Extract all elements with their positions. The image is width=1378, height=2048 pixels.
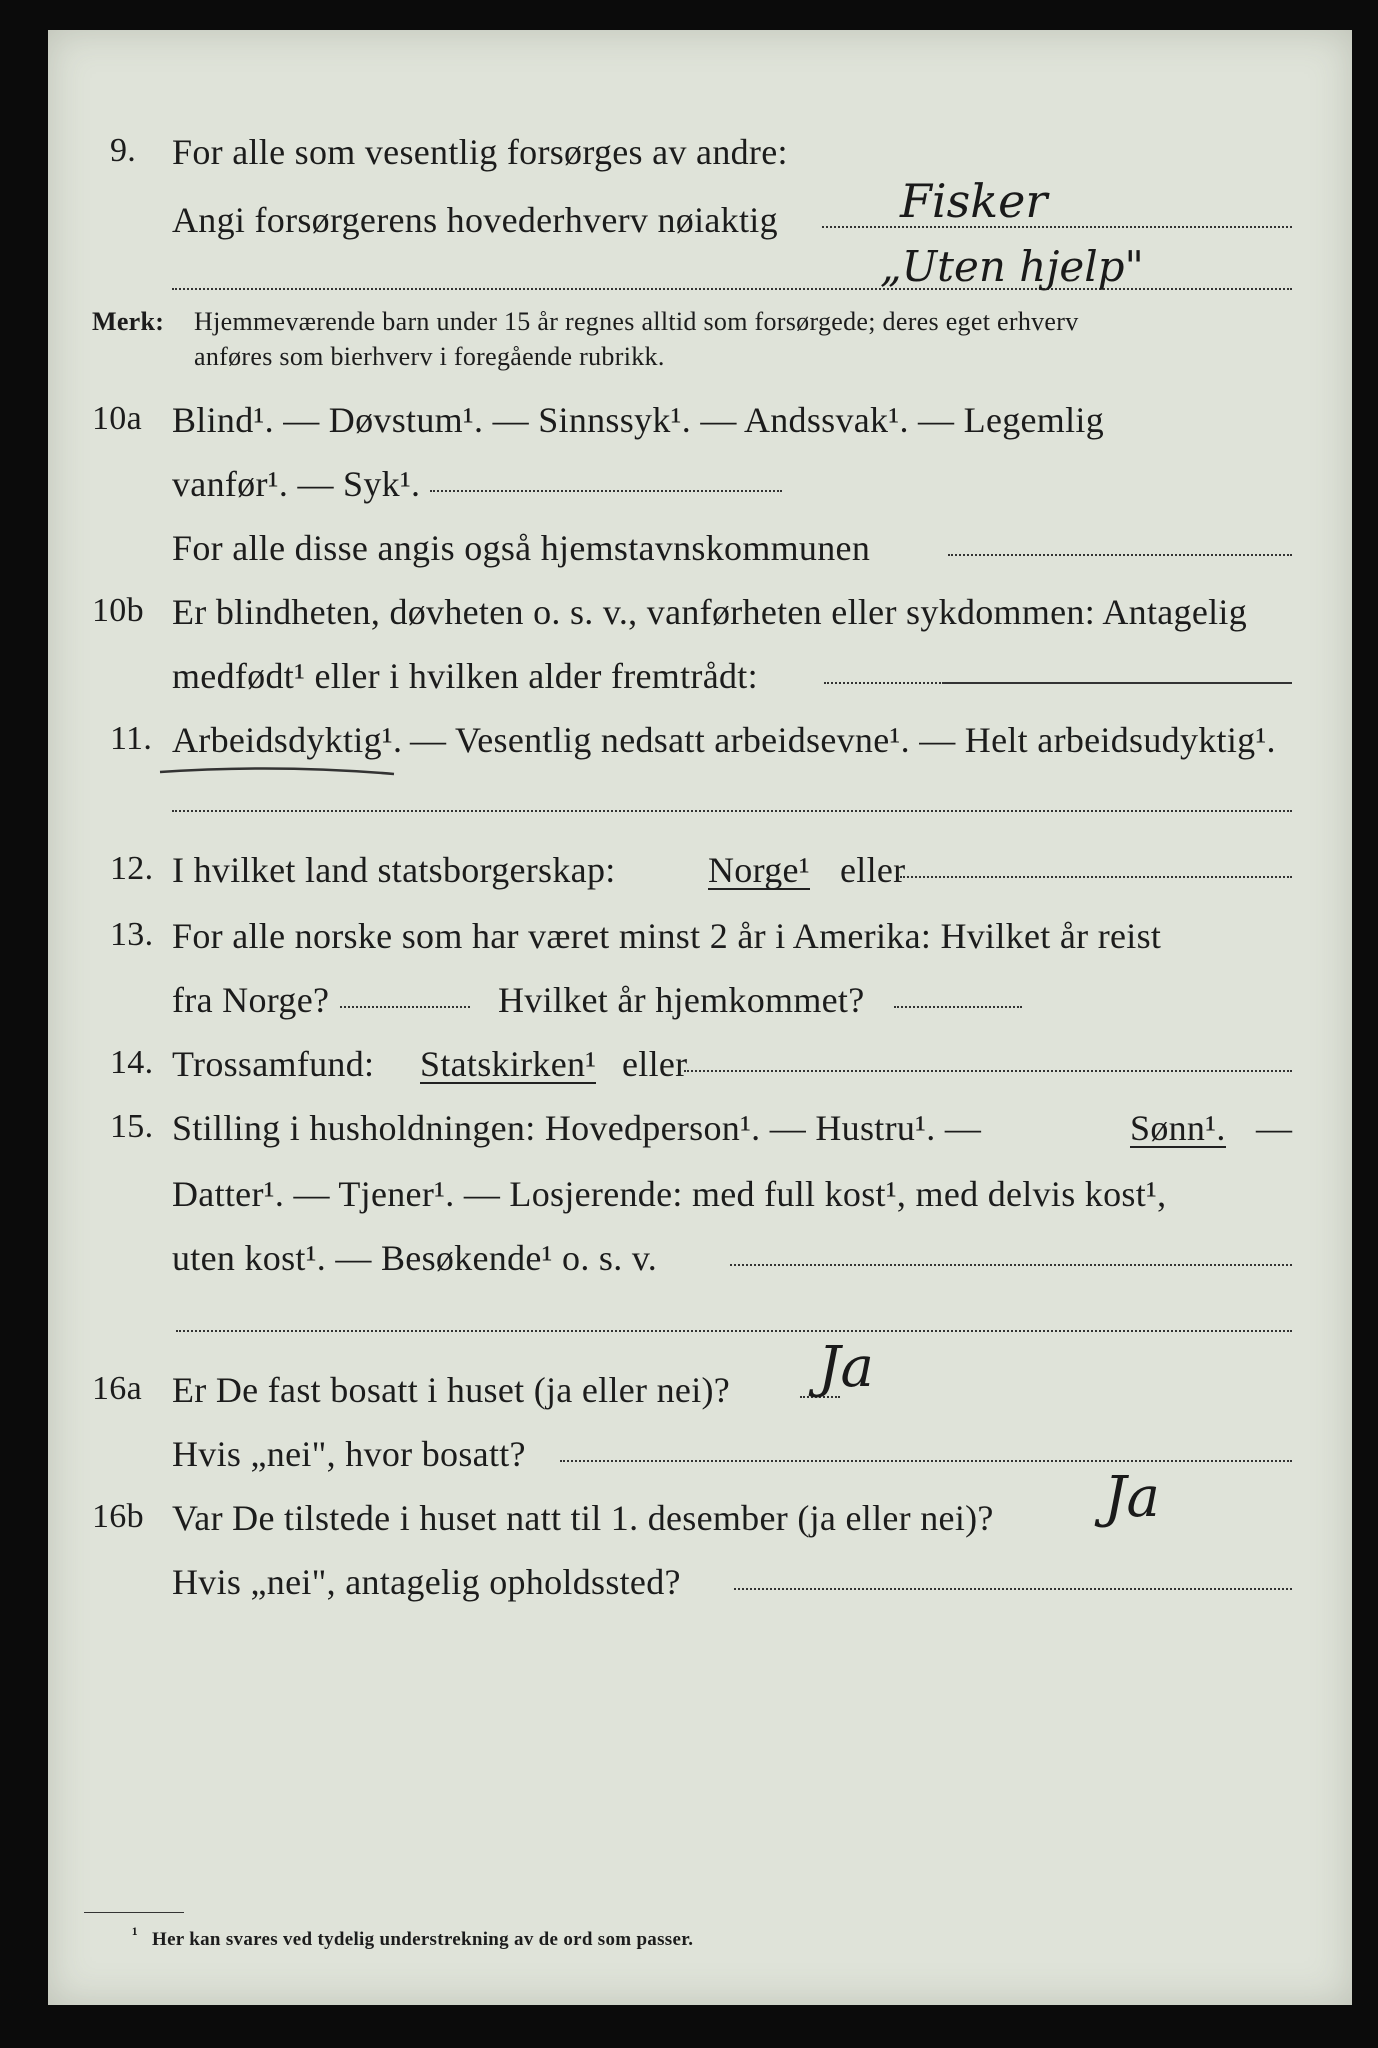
merk-line1: Hjemmeværende barn under 15 år regnes alltid som forsørgede; deres eget erhverv (194, 307, 1079, 336)
q14-text: Trossamfund: (172, 1044, 375, 1084)
footnote-text: Her kan svares ved tydelig understrekning av de ord som passer. (152, 1929, 694, 1950)
q11-option-arbeidsdyktig: Arbeidsdyktig¹. (172, 720, 403, 760)
q10a-hometown-line (948, 554, 1292, 556)
q13-hjemkommet-line (894, 1006, 1022, 1008)
q12-option-norge: Norge¹ (708, 850, 810, 890)
q15-separator-line (176, 1330, 1292, 1332)
q12-tail: eller (840, 850, 906, 890)
q16a-line2: Hvis „nei", hvor bosatt? (172, 1434, 526, 1474)
q13-reist-line (340, 1006, 470, 1008)
q12-answer-line (900, 876, 1292, 878)
q12-number: 12. (110, 850, 154, 887)
q9-handwritten-answer1: Fisker (900, 174, 1048, 228)
q10b-answer-line (944, 682, 1292, 684)
q13-line2b: Hvilket år hjemkommet? (498, 980, 865, 1020)
q9-line2: Angi forsørgerens hovederhverv nøiaktig (172, 200, 778, 240)
merk-line2: anføres som bierhverv i foregående rubrikk. (194, 342, 665, 371)
merk-label: Merk: (92, 307, 165, 336)
footnote-mark: ¹ (132, 1924, 138, 1945)
q13-line1: For alle norske som har været minst 2 år i Amerika: Hvilket år reist (172, 916, 1162, 956)
q9-handwritten-answer2: „Uten hjelp" (880, 242, 1144, 291)
q13-line2a: fra Norge? (172, 980, 330, 1020)
q11-handwritten-underline (158, 762, 398, 778)
q15-line1-dash: — (1256, 1108, 1293, 1148)
q12-text: I hvilket land statsborgerskap: (172, 850, 616, 890)
q13-number: 13. (110, 916, 154, 953)
q10b-line2: medfødt¹ eller i hvilken alder fremtrådt: (172, 656, 758, 696)
q11-answer-line (172, 810, 1292, 812)
q9-number: 9. (110, 132, 137, 169)
q16b-number: 16b (92, 1498, 144, 1535)
q11-rest: — Vesentlig nedsatt arbeidsevne¹. — Helt arbeidsudyktig¹. (410, 720, 1276, 760)
q16b-opholdssted-line (734, 1588, 1292, 1590)
q16a-line1: Er De fast bosatt i huset (ja eller nei)? (172, 1370, 731, 1410)
q14-tail: eller (622, 1044, 688, 1084)
q10a-answer-line (430, 490, 782, 492)
q14-answer-line (684, 1070, 1292, 1072)
q15-answer-line (730, 1264, 1292, 1266)
q15-option-sonn: Sønn¹. (1130, 1108, 1226, 1148)
q15-number: 15. (110, 1108, 154, 1145)
q10a-line2: vanfør¹. — Syk¹. (172, 464, 421, 504)
q16b-line2: Hvis „nei", antagelig opholdssted? (172, 1562, 681, 1602)
q16b-line1: Var De tilstede i huset natt til 1. desember (ja eller nei)? (172, 1498, 994, 1538)
q11-number: 11. (110, 720, 153, 757)
q10a-line1: Blind¹. — Døvstum¹. — Sinnssyk¹. — Andssvak¹. — Legemlig (172, 400, 1105, 440)
q10b-line1: Er blindheten, døvheten o. s. v., vanførheten eller sykdommen: Antagelig (172, 592, 1248, 632)
q14-option-statskirken: Statskirken¹ (420, 1044, 597, 1084)
q10b-answer-dots (824, 682, 944, 684)
footnote-rule (84, 1912, 184, 1913)
q14-number: 14. (110, 1044, 154, 1081)
q15-line1: Stilling i husholdningen: Hovedperson¹. — Hustru¹. — (172, 1108, 982, 1148)
q10a-line3: For alle disse angis også hjemstavnskommunen (172, 528, 871, 568)
q10b-number: 10b (92, 592, 144, 629)
q16a-bosatt-line (560, 1460, 1292, 1462)
q16b-handwritten-answer: Ja (1104, 1465, 1160, 1530)
q15-line3: uten kost¹. — Besøkende¹ o. s. v. (172, 1238, 658, 1278)
q15-line2: Datter¹. — Tjener¹. — Losjerende: med full kost¹, med delvis kost¹, (172, 1174, 1167, 1214)
q9-answer-line1 (822, 226, 1292, 228)
q10a-number: 10a (92, 400, 142, 437)
q16a-number: 16a (92, 1370, 142, 1407)
q16a-handwritten-answer: Ja (818, 1335, 874, 1400)
q9-line1: For alle som vesentlig forsørges av andre: (172, 132, 788, 172)
